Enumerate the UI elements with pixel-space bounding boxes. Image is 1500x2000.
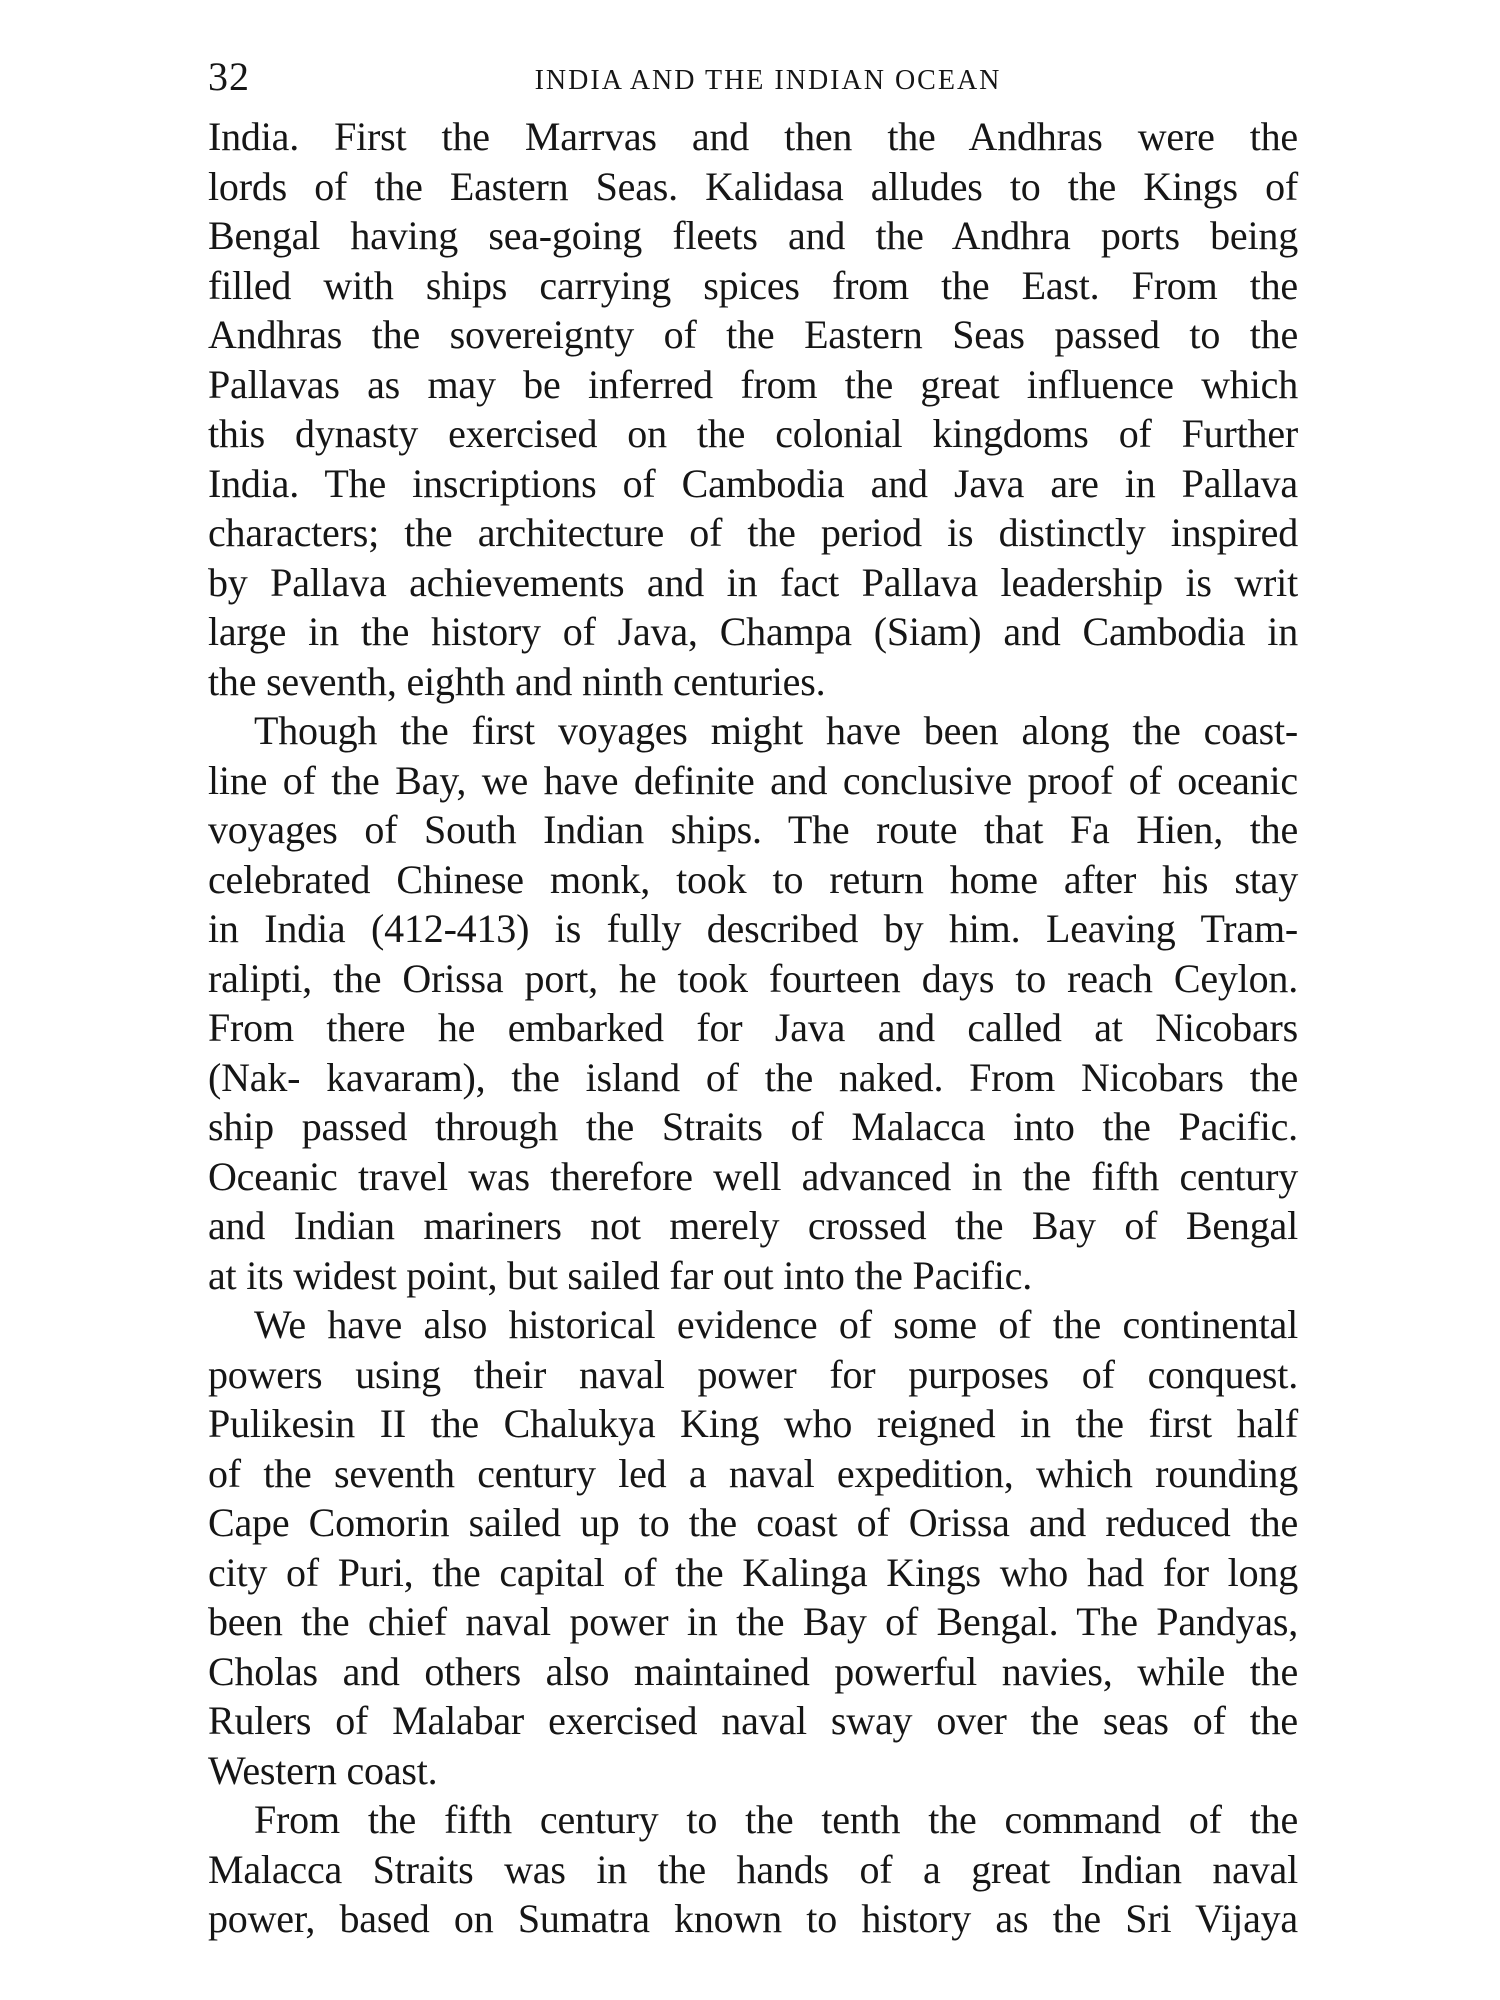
- text-line: Western coast.: [208, 1747, 438, 1793]
- text-line: lords of the Eastern Seas. Kalidasa alludes to the Kings of: [208, 163, 1298, 209]
- text-line: in India (412-413) is fully described by him. Leaving Tram-: [208, 906, 1298, 951]
- text-line: Malacca Straits was in the hands of a great Indian naval: [208, 1846, 1298, 1892]
- text-line: Cholas and others also maintained powerful navies, while the: [208, 1648, 1298, 1694]
- paragraph-1: [208, 112, 1298, 706]
- text-line: India. First the Marrvas and then the Andhras were the: [208, 114, 1298, 159]
- body-text: [208, 112, 1298, 1944]
- text-line: filled with ships carrying spices from the East. From the: [208, 262, 1298, 308]
- text-line: the seventh, eighth and ninth centuries.: [208, 658, 826, 704]
- paragraph-2: [208, 706, 1298, 1300]
- text-line: Oceanic travel was therefore well advanced in the fifth century: [208, 1153, 1298, 1199]
- text-line: Pallavas as may be inferred from the great influence which: [208, 361, 1298, 407]
- text-line: Cape Comorin sailed up to the coast of Orissa and reduced the: [208, 1500, 1298, 1545]
- text-line: celebrated Chinese monk, took to return home after his stay: [208, 856, 1298, 902]
- text-line: Pulikesin II the Chalukya King who reigned in the first half: [208, 1401, 1298, 1446]
- text-line: characters; the architecture of the period is distinctly inspired: [208, 510, 1298, 555]
- text-line: From there he embarked for Java and called at Nicobars: [208, 1005, 1298, 1050]
- text-line: Rulers of Malabar exercised naval sway over the seas of the: [208, 1698, 1298, 1743]
- running-head: [208, 50, 1298, 104]
- text-line: Bengal having sea-going fleets and the Andhra ports being: [208, 213, 1298, 258]
- paragraph-3: [208, 1300, 1298, 1795]
- text-line: ralipti, the Orissa port, he took fourteen days to reach Ceylon.: [208, 955, 1298, 1001]
- text-line: at its widest point, but sailed far out into the Pacific.: [208, 1252, 1032, 1298]
- paragraph-4: [208, 1795, 1298, 1944]
- text-line: city of Puri, the capital of the Kalinga Kings who had for long: [208, 1549, 1298, 1595]
- text-line: voyages of South Indian ships. The route that Fa Hien, the: [208, 807, 1298, 852]
- text-line: line of the Bay, we have definite and conclusive proof of oceanic: [208, 757, 1298, 803]
- text-line: of the seventh century led a naval expedition, which rounding: [208, 1450, 1298, 1496]
- text-line: Though the first voyages might have been along the coast-: [254, 708, 1298, 753]
- text-line: large in the history of Java, Champa (Siam) and Cambodia in: [208, 609, 1298, 654]
- text-line: ship passed through the Straits of Malacca into the Pacific.: [208, 1104, 1298, 1149]
- text-line: by Pallava achievements and in fact Pallava leadership is writ: [208, 559, 1298, 605]
- text-line: Andhras the sovereignty of the Eastern Seas passed to the: [208, 312, 1298, 357]
- text-line: been the chief naval power in the Bay of Bengal. The Pandyas,: [208, 1599, 1298, 1644]
- text-line: power, based on Sumatra known to history as the Sri Vijaya: [208, 1896, 1298, 1941]
- text-line: We have also historical evidence of some of the continental: [254, 1302, 1298, 1347]
- page-number: 32: [208, 54, 250, 99]
- text-line: India. The inscriptions of Cambodia and Java are in Pallava: [208, 460, 1298, 506]
- running-title: INDIA AND THE INDIAN OCEAN: [534, 65, 1002, 96]
- text-line: this dynasty exercised on the colonial kingdoms of Further: [208, 411, 1298, 456]
- text-line: (Nak- kavaram), the island of the naked. From Nicobars the: [208, 1054, 1298, 1100]
- book-page: [208, 50, 1298, 1944]
- text-line: and Indian mariners not merely crossed the Bay of Bengal: [208, 1203, 1298, 1248]
- text-line: From the fifth century to the tenth the command of the: [254, 1797, 1298, 1842]
- text-line: powers using their naval power for purposes of conquest.: [208, 1351, 1298, 1397]
